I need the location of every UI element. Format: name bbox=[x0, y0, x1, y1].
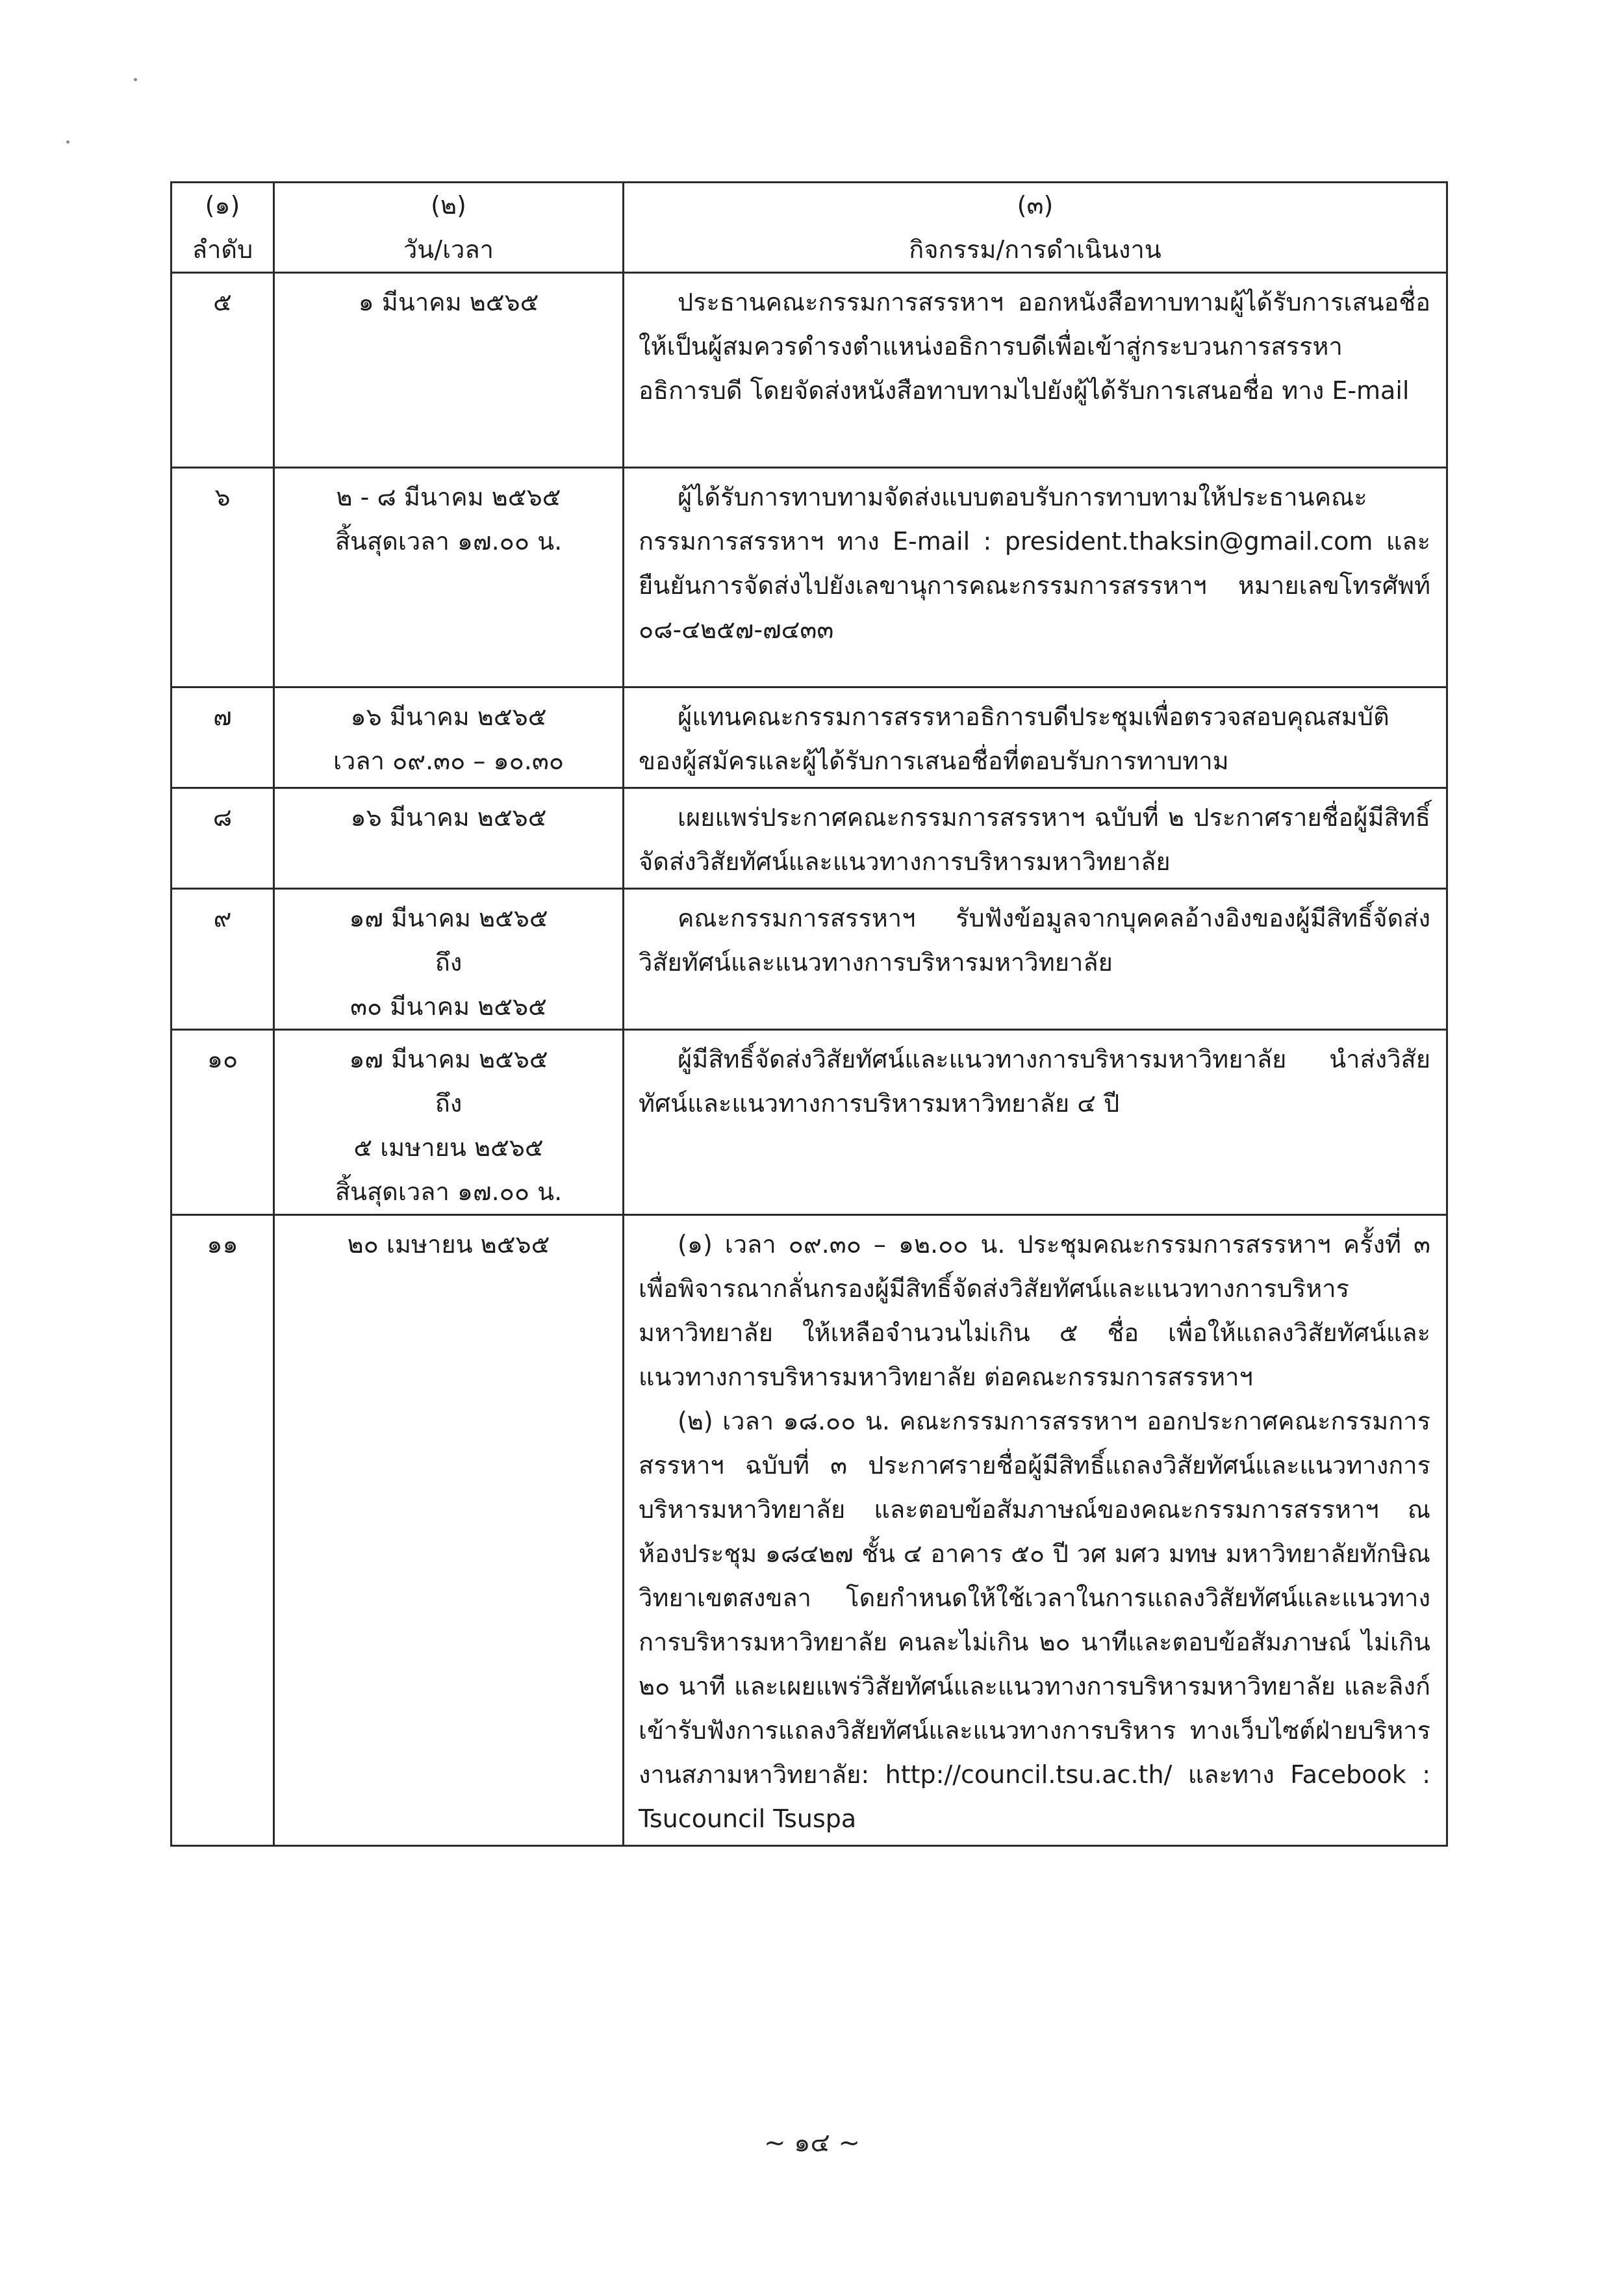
scan-speck bbox=[66, 140, 70, 144]
order-cell bbox=[171, 273, 274, 468]
order-cell bbox=[171, 687, 274, 788]
page-number: ~ ๑๔ ~ bbox=[763, 2128, 861, 2158]
activity-text: ผู้มีสิทธิ์จัดส่งวิสัยทัศน์และแนวทางการบริหารมหาวิทยาลัย นำส่งวิสัยทัศน์และแนวทางการบริหารมหาวิทยาลัย ๔ ปี bbox=[639, 1045, 1430, 1118]
date-line: ถึง bbox=[435, 1089, 463, 1118]
date-cell bbox=[274, 1030, 624, 1215]
header-col3-label: กิจกรรม/การดำเนินงาน bbox=[909, 235, 1161, 264]
date-cell bbox=[274, 273, 624, 468]
date-cell bbox=[274, 468, 624, 687]
table-row bbox=[171, 889, 1447, 1030]
table-row bbox=[171, 468, 1447, 687]
table-row bbox=[171, 687, 1447, 788]
header-cell-date bbox=[274, 183, 624, 273]
table-row bbox=[171, 1215, 1447, 1846]
order-cell bbox=[171, 1030, 274, 1215]
order-cell bbox=[171, 1215, 274, 1846]
date-cell bbox=[274, 1215, 624, 1846]
activity-cell bbox=[624, 687, 1447, 788]
table-row bbox=[171, 1030, 1447, 1215]
activity-cell bbox=[624, 468, 1447, 687]
date-cell bbox=[274, 889, 624, 1030]
date-line: ๑๗ มีนาคม ๒๕๖๕ bbox=[349, 904, 548, 932]
order-number: ๑๑ bbox=[207, 1230, 238, 1259]
date-line: เวลา ๐๙.๓๐ – ๑๐.๓๐ bbox=[333, 747, 565, 775]
table-header-row bbox=[171, 183, 1447, 273]
order-number: ๙ bbox=[213, 904, 232, 932]
date-line: ๑๗ มีนาคม ๒๕๖๕ bbox=[349, 1045, 548, 1073]
order-number: ๑๐ bbox=[207, 1045, 238, 1073]
date-line: ๑๖ มีนาคม ๒๕๖๕ bbox=[350, 803, 547, 832]
date-line: สิ้นสุดเวลา ๑๗.๐๐ น. bbox=[335, 527, 563, 556]
date-line: ๑ มีนาคม ๒๕๖๕ bbox=[358, 288, 539, 316]
order-cell bbox=[171, 889, 274, 1030]
activity-text: ประธานคณะกรรมการสรรหาฯ ออกหนังสือทาบทามผู้ได้รับการเสนอชื่อให้เป็นผู้สมควรดำรงตำแหน่งอธิการบดีเพื่อเข้าสู่กระบวนการสรรหาอธิการบดี โดยจัดส่งหนังสือทาบทามไปยังผู้ได้รับการเสนอชื่อ ทาง E-mail bbox=[639, 288, 1430, 405]
activity-text: เผยแพร่ประกาศคณะกรรมการสรรหาฯ ฉบับที่ ๒ ประกาศรายชื่อผู้มีสิทธิ์จัดส่งวิสัยทัศน์และแนวทางการบริหารมหาวิทยาลัย bbox=[639, 803, 1430, 876]
activity-cell bbox=[624, 788, 1447, 889]
schedule-table bbox=[170, 181, 1448, 1847]
activity-cell bbox=[624, 273, 1447, 468]
activity-text: (๑) เวลา ๐๙.๓๐ – ๑๒.๐๐ น. ประชุมคณะกรรมการสรรหาฯ ครั้งที่ ๓ เพื่อพิจารณากลั่นกรองผู้มีสิทธิ์จัดส่งวิสัยทัศน์และแนวทางการบริหารมหาวิทยาลัย ให้เหลือจำนวนไม่เกิน ๕ ชื่อ เพื่อให้แถลงวิสัยทัศน์และแนวทางการบริหารมหาวิทยาลัย ต่อคณะกรรมการสรรหาฯ bbox=[639, 1230, 1430, 1391]
header-col2-number: (๒) bbox=[431, 191, 466, 220]
activity-text: ผู้ได้รับการทาบทามจัดส่งแบบตอบรับการทาบทามให้ประธานคณะกรรมการสรรหาฯ ทาง E-mail : president.thaksin@gmail.com และยืนยันการจัดส่งไปยังเลขานุการคณะกรรมการสรรหาฯ หมายเลขโทรศัพท์ ๐๘-๔๒๕๗-๗๔๓๓ bbox=[639, 483, 1430, 644]
date-line: ๑๖ มีนาคม ๒๕๖๕ bbox=[350, 702, 547, 731]
date-line: ถึง bbox=[435, 948, 463, 977]
activity-text: (๒) เวลา ๑๘.๐๐ น. คณะกรรมการสรรหาฯ ออกประกาศคณะกรรมการสรรหาฯ ฉบับที่ ๓ ประกาศรายชื่อผู้มีสิทธิ์แถลงวิสัยทัศน์และแนวทางการบริหารมหาวิทยาลัย และตอบข้อสัมภาษณ์ของคณะกรรมการสรรหาฯ ณ ห้องประชุม ๑๘๔๒๗ ชั้น ๔ อาคาร ๕๐ ปี วศ มศว มทษ มหาวิทยาลัยทักษิณ วิทยาเขตสงขลา โดยกำหนดให้ใช้เวลาในการแถลงวิสัยทัศน์และแนวทางการบริหารมหาวิทยาลัย คนละไม่เกิน ๒๐ นาทีและตอบข้อสัมภาษณ์ ไม่เกิน ๒๐ นาที และเผยแพร่วิสัยทัศน์และแนวทางการบริหารมหาวิทยาลัย และลิงก์เข้ารับฟังการแถลงวิสัยทัศน์และแนวทางการบริหาร ทางเว็บไซต์ฝ่ายบริหารงานสภามหาวิทยาลัย: http://council.tsu.ac.th/ และทาง Facebook : Tsucouncil Tsuspa bbox=[639, 1407, 1430, 1833]
order-number: ๗ bbox=[213, 702, 232, 731]
order-number: ๘ bbox=[212, 803, 233, 832]
activity-text: ผู้แทนคณะกรรมการสรรหาอธิการบดีประชุมเพื่อตรวจสอบคุณสมบัติของผู้สมัครและผู้ได้รับการเสนอชื่อที่ตอบรับการทาบทาม bbox=[639, 702, 1389, 775]
scan-speck bbox=[134, 78, 137, 81]
header-cell-activity bbox=[624, 183, 1447, 273]
activity-cell bbox=[624, 889, 1447, 1030]
header-cell-order bbox=[171, 183, 274, 273]
table-row bbox=[171, 273, 1447, 468]
activity-text: คณะกรรมการสรรหาฯ รับฟังข้อมูลจากบุคคลอ้างอิงของผู้มีสิทธิ์จัดส่งวิสัยทัศน์และแนวทางการบริหารมหาวิทยาลัย bbox=[639, 904, 1430, 977]
order-number: ๕ bbox=[213, 288, 232, 316]
header-col2-label: วัน/เวลา bbox=[403, 235, 494, 264]
date-line: ๕ เมษายน ๒๕๖๕ bbox=[353, 1133, 544, 1162]
order-cell bbox=[171, 788, 274, 889]
activity-cell bbox=[624, 1030, 1447, 1215]
date-cell bbox=[274, 788, 624, 889]
date-line: ๓๐ มีนาคม ๒๕๖๕ bbox=[350, 992, 547, 1021]
header-col3-number: (๓) bbox=[1017, 191, 1054, 220]
order-cell bbox=[171, 468, 274, 687]
header-col1-number: (๑) bbox=[205, 191, 240, 220]
date-line: ๒ - ๘ มีนาคม ๒๕๖๕ bbox=[336, 483, 561, 511]
date-line: ๒๐ เมษายน ๒๕๖๕ bbox=[347, 1230, 550, 1259]
date-cell bbox=[274, 687, 624, 788]
order-number: ๖ bbox=[214, 483, 231, 511]
date-line: สิ้นสุดเวลา ๑๗.๐๐ น. bbox=[335, 1177, 563, 1206]
activity-cell bbox=[624, 1215, 1447, 1846]
table-row bbox=[171, 788, 1447, 889]
header-col1-label: ลำดับ bbox=[192, 235, 253, 264]
